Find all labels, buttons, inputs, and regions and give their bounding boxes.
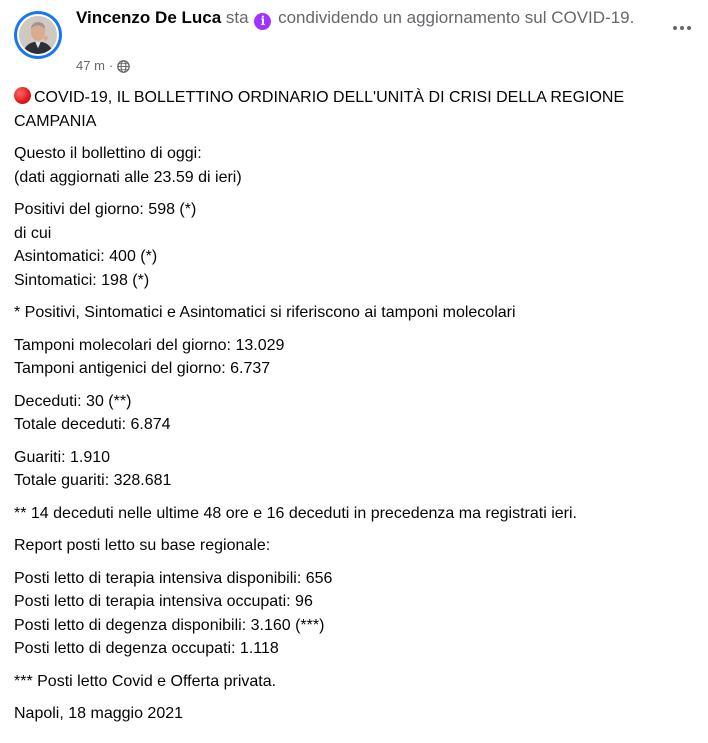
post-paragraph — [14, 334, 694, 381]
avatar[interactable] — [14, 11, 62, 59]
post-line: Posti letto di terapia intensiva occupati: 96 — [14, 593, 313, 610]
globe-icon[interactable] — [117, 60, 130, 73]
post-paragraph — [14, 198, 694, 292]
post-line: Questo il bollettino di oggi: — [14, 145, 202, 162]
activity-prefix: sta — [225, 8, 249, 27]
profile-photo — [17, 14, 59, 56]
info-icon: i — [254, 13, 271, 30]
post-timestamp[interactable]: 47 m — [76, 58, 105, 73]
more-options-icon-dot — [687, 26, 691, 30]
post-body — [14, 86, 694, 726]
post-line: ** 14 deceduti nelle ultime 48 ore e 16 deceduti in precedenza ma registrati ieri. — [14, 504, 577, 522]
post-line: Guariti: 1.910 — [14, 448, 111, 466]
post-line: Positivi del giorno: 598 (*) — [14, 201, 197, 218]
post-line: Posti letto di terapia intensiva disponibili: 656 — [14, 569, 333, 587]
post-line: Deceduti: 30 (**) — [14, 392, 132, 410]
post-paragraph — [14, 702, 694, 726]
post-line: Tamponi molecolari del giorno: 13.029 — [14, 336, 285, 354]
post-line: Sintomatici: 198 (*) — [14, 271, 150, 289]
meta-separator: · — [108, 58, 114, 73]
post-paragraph — [14, 534, 694, 558]
post-paragraph — [14, 301, 694, 325]
post-paragraph — [14, 502, 694, 526]
post-line: *** Posti letto Covid e Offerta privata. — [14, 672, 277, 690]
post-line: * Positivi, Sintomatici e Asintomatici si riferiscono ai tamponi molecolari — [14, 304, 516, 321]
post-paragraph — [14, 142, 694, 189]
post-paragraph — [14, 390, 694, 437]
post-line: Posti letto di degenza disponibili: 3.160 (***) — [14, 616, 325, 634]
red-circle-icon — [14, 87, 31, 104]
more-options-icon-dot — [680, 26, 684, 30]
post-line: di cui — [14, 224, 52, 242]
post-line: Posti letto di degenza occupati: 1.118 — [14, 640, 279, 657]
profile-photo-image — [19, 16, 57, 54]
post-header — [0, 0, 708, 84]
post-line: Report posti letto su base regionale: — [14, 537, 271, 554]
author-name[interactable]: Vincenzo De Luca — [76, 8, 222, 27]
post-line: Totale guariti: 328.681 — [14, 472, 172, 489]
more-options-button[interactable] — [668, 16, 696, 40]
post-line: Totale deceduti: 6.874 — [14, 416, 171, 433]
post-line: Napoli, 18 maggio 2021 — [14, 705, 184, 722]
post-title: COVID-19, IL BOLLETTINO ORDINARIO DELL'UNITÀ DI CRISI DELLA REGIONE CAMPANIA — [14, 89, 625, 130]
post-paragraph — [14, 446, 694, 493]
post-paragraphs — [14, 142, 694, 726]
post-title-paragraph — [14, 86, 694, 133]
post-meta — [76, 57, 130, 75]
post-paragraph — [14, 567, 694, 661]
more-options-icon — [673, 26, 677, 30]
post-activity-line — [76, 6, 662, 30]
post-line: Tamponi antigenici del giorno: 6.737 — [14, 360, 271, 377]
post-line: Asintomatici: 400 (*) — [14, 248, 158, 265]
activity-text[interactable]: condividendo un aggiornamento sul COVID-19. — [278, 8, 635, 27]
post-paragraph — [14, 670, 694, 694]
post-line: (dati aggiornati alle 23.59 di ieri) — [14, 168, 242, 186]
